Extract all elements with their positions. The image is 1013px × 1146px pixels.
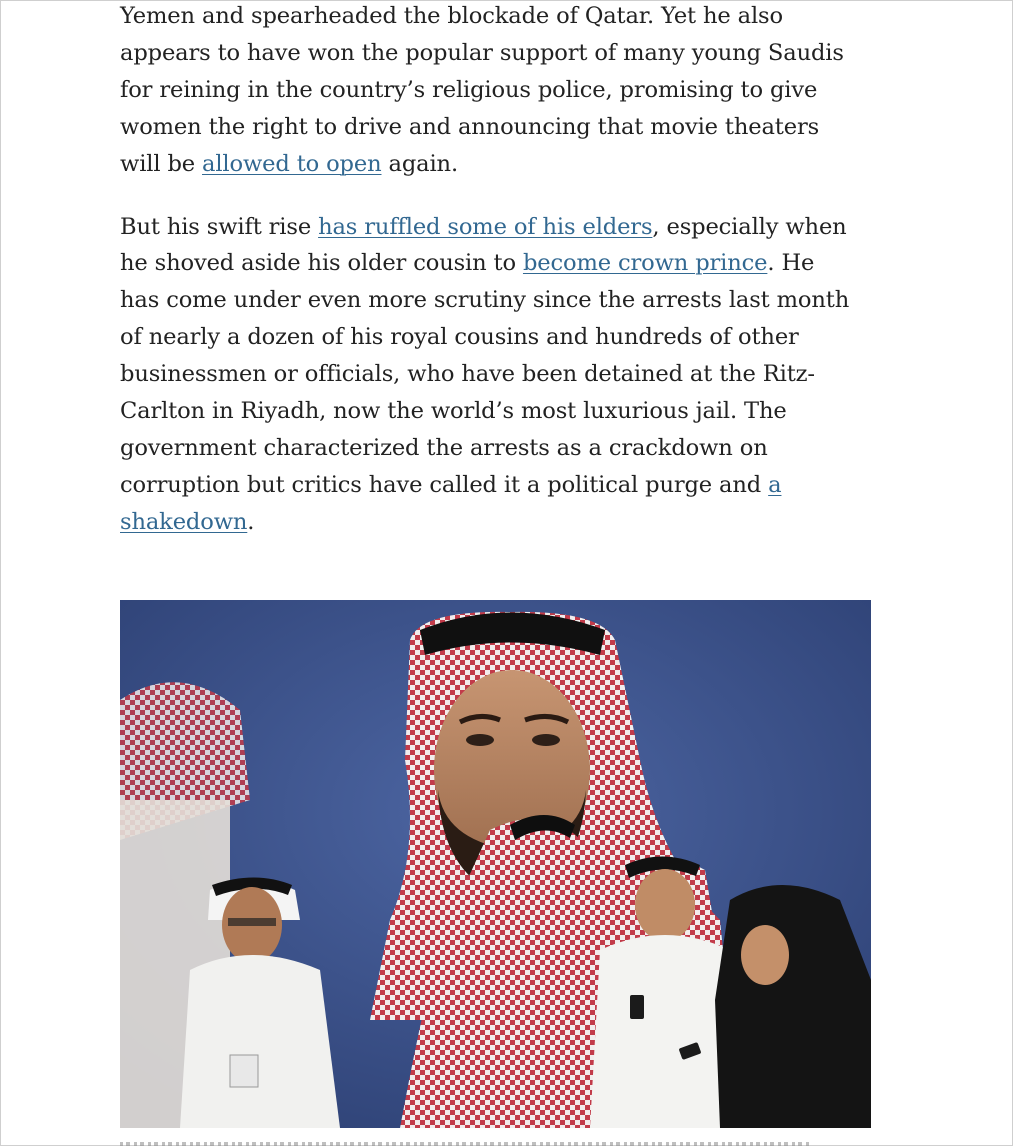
text-fragment: , especially when	[652, 213, 847, 240]
text-line: appears to have won the popular support of many young Saudis	[120, 39, 844, 66]
article-paragraph	[120, 0, 880, 183]
article-body	[120, 0, 880, 541]
text-fragment: again.	[381, 150, 458, 177]
shakedown-link[interactable]: shakedown	[120, 508, 248, 535]
text-line: has come under even more scrutiny since the arrests last month	[120, 287, 850, 314]
caption-text-fragment	[120, 1142, 810, 1146]
text-line: of nearly a dozen of his royal cousins and hundreds of other	[120, 324, 799, 351]
text-fragment: .	[247, 508, 255, 535]
text-line	[120, 209, 880, 246]
text-fragment: will be	[120, 150, 203, 177]
article-paragraph	[120, 209, 880, 541]
text-fragment: corruption but critics have called it a political purge and	[120, 471, 769, 498]
allowed-to-open-link[interactable]: allowed to open	[202, 150, 382, 177]
text-line: women the right to drive and announcing that movie theaters	[120, 113, 820, 140]
crown-prince-link[interactable]: become crown prince	[522, 250, 768, 277]
text-line	[120, 504, 880, 541]
photo-illustration	[120, 600, 871, 1128]
text-line	[120, 146, 880, 183]
text-line	[120, 467, 880, 504]
text-fragment: he shoved aside his older cousin to	[120, 250, 523, 277]
text-line: Yemen and spearheaded the blockade of Qatar. Yet he also	[120, 3, 783, 29]
article-photo[interactable]	[120, 600, 871, 1128]
text-line: Carlton in Riyadh, now the world’s most luxurious jail. The	[120, 398, 787, 425]
text-line	[120, 245, 880, 282]
text-fragment: But his swift rise	[120, 213, 319, 240]
text-fragment: . He	[767, 250, 815, 277]
ruffled-elders-link[interactable]: has ruffled some of his elders	[318, 213, 653, 240]
text-line: government characterized the arrests as a crackdown on	[120, 434, 768, 461]
shakedown-link-part-a[interactable]: a	[768, 471, 782, 498]
photo-caption-cutoff	[120, 1136, 871, 1146]
text-line: for reining in the country’s religious police, promising to give	[120, 76, 818, 103]
text-line: businessmen or officials, who have been detained at the Ritz-	[120, 361, 815, 388]
